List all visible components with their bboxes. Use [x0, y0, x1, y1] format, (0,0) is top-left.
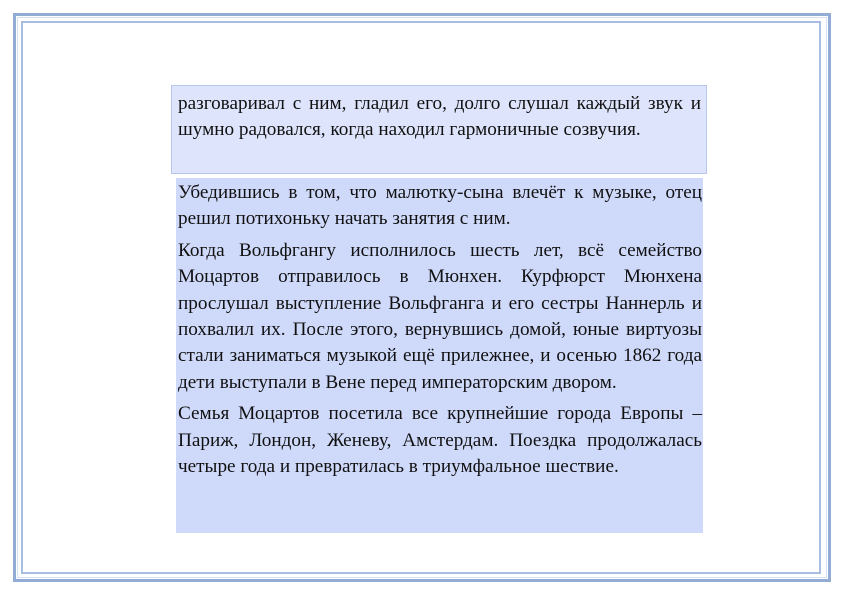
paragraph-3: Семья Моцартов посетила все крупнейшие города Европы – Париж, Лондон, Женеву, Амстердам. Поездка продолжалась четыре года и превратилась в триумфальное шествие.	[178, 403, 702, 478]
paragraph-2: Когда Вольфгангу исполнилось шесть лет, всё семейство Моцартов отправилось в Мюнхен. Курфюрст Мюнхена прослушал выступление Вольфганга и его сестры Наннерль и похвалил их. После этого, вернувшись домой, юные виртуозы стали заниматься музыкой ещё прилежнее, и осенью 1862 года дети выступали в Вене перед императорским двором.	[178, 239, 702, 393]
paragraph-1: Убедившись в том, что малютку-сына влечёт к музыке, отец решил потихоньку начать занятия с ним.	[178, 182, 702, 230]
top-paragraph: разговаривал с ним, гладил его, долго слушал каждый звук и шумно радовался, когда находил гармоничные созвучия.	[178, 93, 701, 141]
main-text-box	[176, 178, 703, 533]
top-text-box	[171, 85, 707, 174]
